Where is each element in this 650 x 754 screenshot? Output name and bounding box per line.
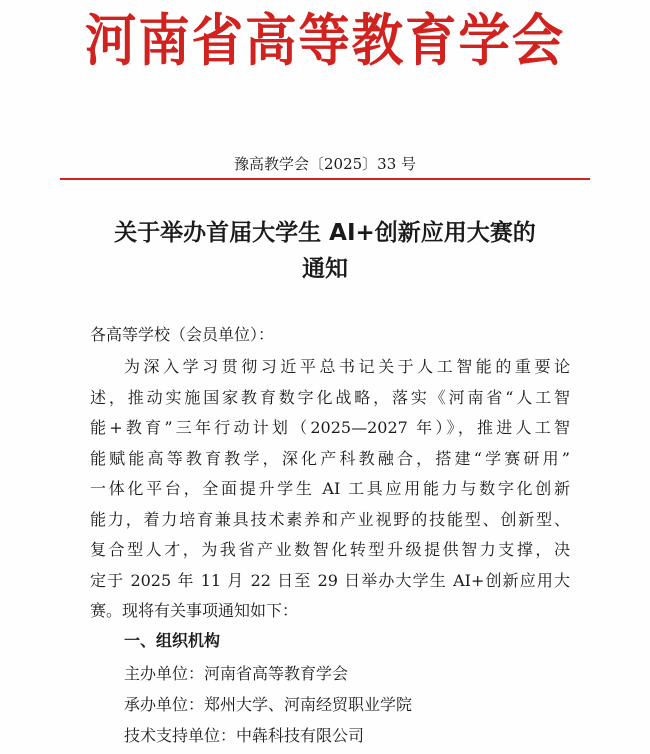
masthead-org-name: 河南省高等教育学会 bbox=[84, 8, 566, 74]
org-row-value: 中犇科技有限公司 bbox=[236, 726, 365, 745]
section-heading-organization: 一、组织机构 bbox=[124, 631, 221, 650]
body-line: 为深入学习贯彻习近平总书记关于人工智能的重要论 bbox=[124, 357, 570, 376]
org-row-tech-support bbox=[124, 720, 412, 751]
body-line: 能+教育”三年行动计划（2025—2027 年）》，推进人工智 bbox=[90, 418, 570, 437]
salutation: 各高等学校（会员单位）： bbox=[90, 325, 275, 344]
org-row-host bbox=[124, 658, 412, 689]
body-line: 一体化平台，全面提升学生 AI 工具应用能力与数字化创新 bbox=[90, 479, 570, 498]
org-row-label: 主办单位： bbox=[124, 664, 205, 683]
body-line: 能赋能高等教育教学，深化产科教融合，搭建“学赛研用” bbox=[90, 448, 570, 468]
notice-title bbox=[60, 215, 590, 287]
red-divider-line bbox=[60, 178, 590, 180]
org-row-organizer bbox=[124, 689, 412, 720]
body-line: 复合型人才，为我省产业数智化转型升级提供智力支撑，决 bbox=[90, 540, 570, 559]
body-line: 定于 2025 年 11 月 22 日至 29 日举办大学生 AI+创新应用大 bbox=[90, 570, 570, 590]
title-line-1: 关于举办首届大学生 AI+创新应用大赛的 bbox=[114, 220, 536, 246]
org-row-label: 承办单位： bbox=[124, 695, 205, 714]
body-line: 赛。现将有关事项通知如下： bbox=[90, 601, 299, 620]
org-row-value: 郑州大学、河南经贸职业学院 bbox=[204, 695, 413, 714]
body-paragraph bbox=[90, 352, 570, 627]
org-row-value: 河南省高等教育学会 bbox=[204, 664, 349, 683]
body-line: 述，推动实施国家教育数字化战略，落实《河南省“人工智 bbox=[90, 387, 570, 407]
document-number: 豫高教学会〔2025〕33 号 bbox=[233, 155, 417, 173]
body-line: 能力，着力培育兼具技术素养和产业视野的技能型、创新型、 bbox=[90, 509, 570, 529]
organization-list bbox=[124, 658, 412, 751]
org-row-label: 技术支持单位： bbox=[124, 726, 237, 745]
title-line-2: 通知 bbox=[302, 256, 348, 282]
